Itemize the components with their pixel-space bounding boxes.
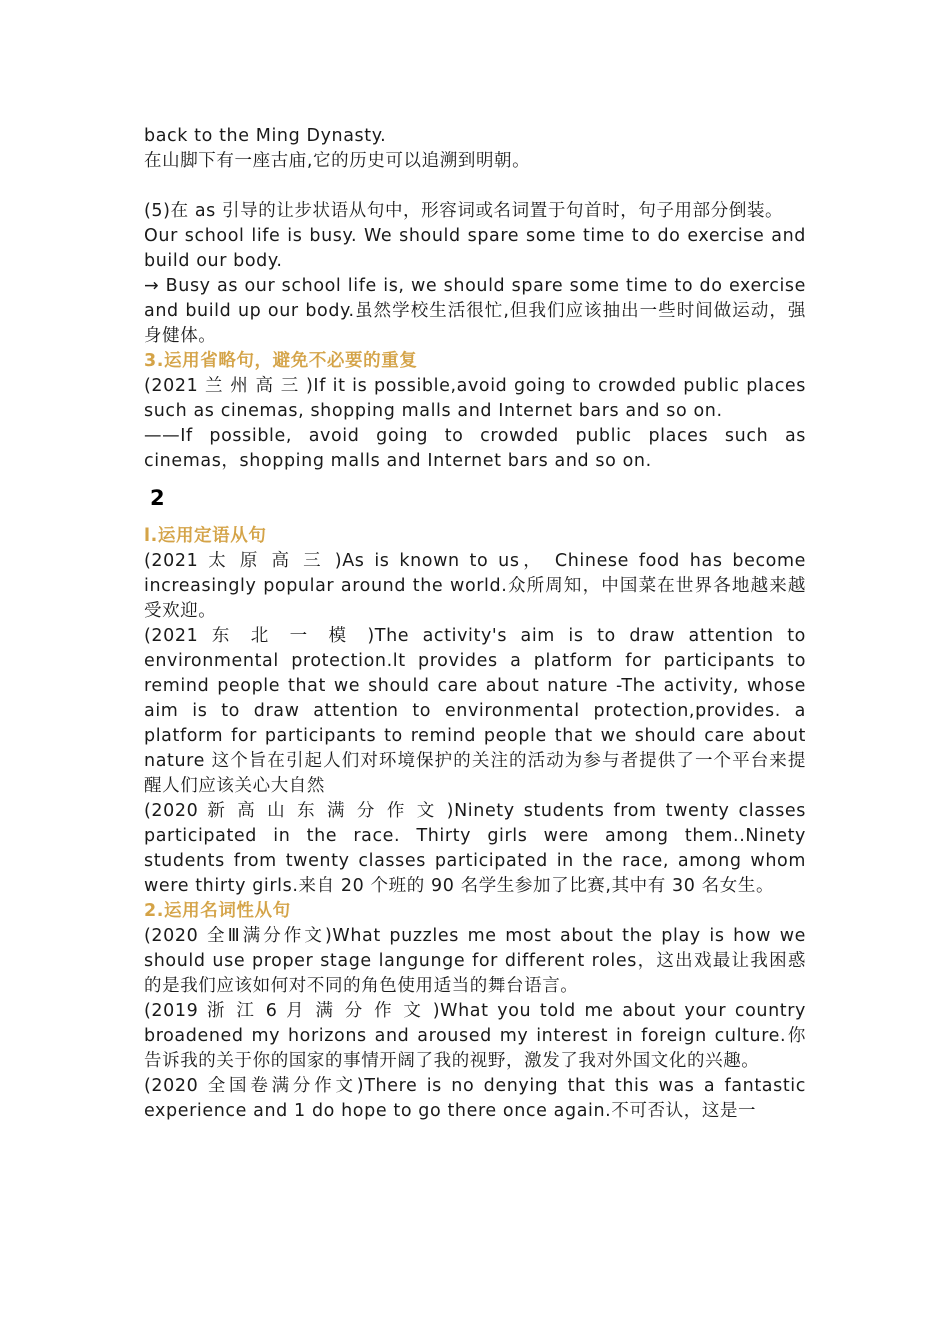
paragraph: (2020 全国卷满分作文)There is no denying that this was a fantastic experience and 1 do hope to go there once again.不可否认，这是一 — [144, 1076, 806, 1121]
paragraph: (2020 全Ⅲ满分作文)What puzzles me most about the play is how we should use proper stage langunge for different roles，这出戏最让我困惑的是我们应该如何对不同的角色使用适当的舞台语言。 — [144, 926, 806, 996]
document-page — [144, 124, 806, 1124]
paragraph: (5)在 as 引导的让步状语从句中，形容词或名词置于句首时，句子用部分倒装。 — [144, 201, 784, 221]
section-number: 2 — [150, 486, 166, 510]
paragraph: (2019 浙 江 6 月 满 分 作 文 )What you told me about your country broadened my horizons and aroused my interest in foreign culture.你告诉我的关于你的国家的事情开阔了我的视野，激发了我对外国文化的兴趣。 — [144, 1001, 806, 1071]
paragraph: (2021 东 北 一 模 )The activity's aim is to draw attention to environmental protection.lt provides a platform for participants to remind people that we should care about nature -The activity, whose aim is to draw attention to environmental protection,provides. a platform for participants to remind people that we should care about nature 这个旨在引起人们对环境保护的关注的活动为参与者提供了一个平台来提醒人们应该关心大自然 — [144, 626, 806, 796]
paragraph: 在山脚下有一座古庙,它的历史可以追溯到明朝。 — [144, 151, 531, 171]
paragraph: (2020 新 高 山 东 满 分 作 文 )Ninety students from twenty classes participated in the race. Thirty girls were among them..Ninety students from twenty classes participated in the race, among whom were thirty girls.来自 20 个班的 90 名学生参加了比赛,其中有 30 名女生。 — [144, 801, 806, 896]
section-heading: 2.运用名词性从句 — [144, 901, 291, 921]
paragraph: (2021 兰 州 高 三 )If it is possible,avoid going to crowded public places such as cinemas, shopping malls and Internet bars and so on. — [144, 376, 806, 421]
section-heading: l.运用定语从句 — [144, 526, 267, 546]
paragraph: → Busy as our school life is, we should spare some time to do exercise and build up our body.虽然学校生活很忙,但我们应该抽出一些时间做运动，强身健体。 — [144, 276, 806, 346]
paragraph: back to the Ming Dynasty. — [144, 126, 387, 146]
paragraph: (2021 太 原 高 三 )As is known to us， Chinese food has become increasingly popular around the world.众所周知，中国菜在世界各地越来越受欢迎。 — [144, 551, 806, 621]
paragraph: ——If possible, avoid going to crowded public places such as cinemas，shopping malls and Internet bars and so on. — [144, 426, 806, 471]
section-heading: 3.运用省略句，避免不必要的重复 — [144, 351, 418, 371]
paragraph: Our school life is busy. We should spare some time to do exercise and build our body. — [144, 226, 806, 271]
paragraph-gap — [144, 174, 806, 199]
